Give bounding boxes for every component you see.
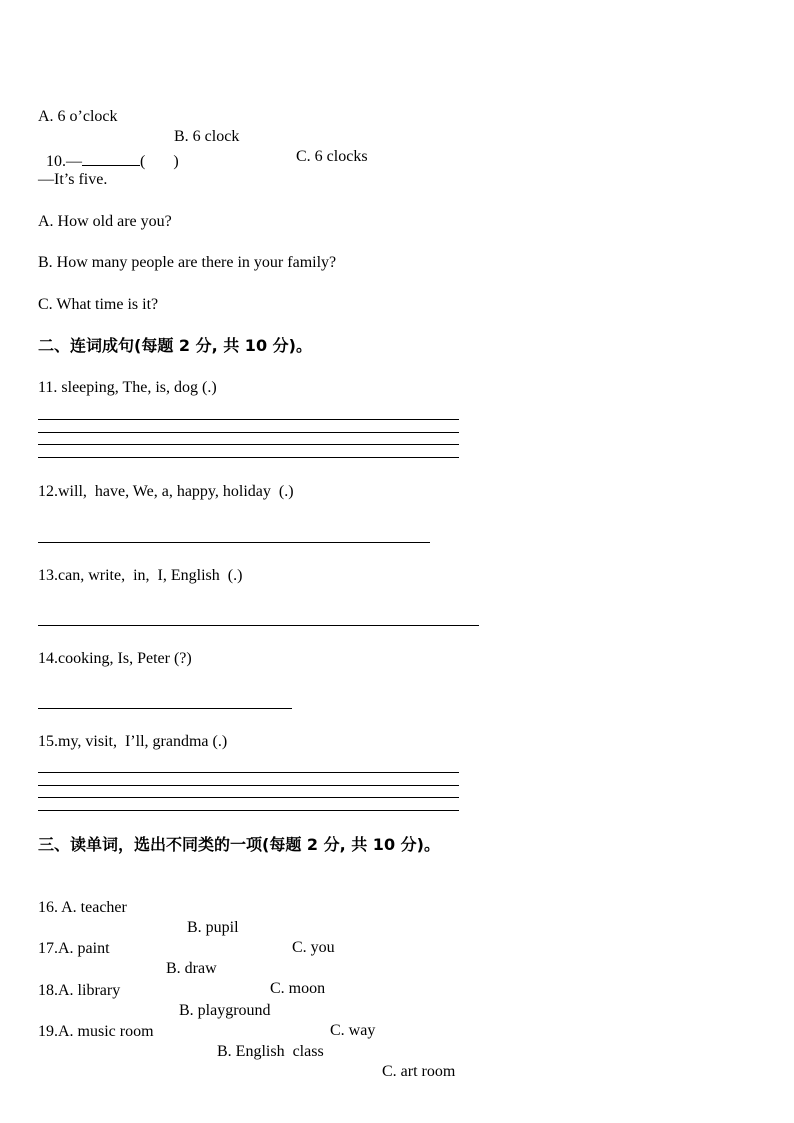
q11-answer-line-4[interactable] — [38, 457, 459, 458]
q10-answer: —It’s five. — [38, 171, 108, 188]
q10-option-c: C. What time is it? — [38, 296, 159, 313]
q17-option-c: C. moon — [270, 980, 326, 997]
q15-answer-line-3[interactable] — [38, 797, 459, 798]
q10-paren-close: ) — [173, 153, 179, 170]
q9-option-a: A. 6 o’clock — [38, 108, 118, 125]
q9-option-b: B. 6 clock — [174, 128, 240, 145]
q12-prompt: 12.will, have, We, a, happy, holiday (.) — [38, 483, 294, 500]
section3-heading: 三、读单词，选出不同类的一项(每题 2 分, 共 10 分)。 — [38, 835, 440, 854]
q15-answer-line-4[interactable] — [38, 810, 459, 811]
q16-option-c: C. you — [292, 939, 335, 956]
q11-answer-line-1[interactable] — [38, 419, 459, 420]
q15-answer-line-2[interactable] — [38, 785, 459, 786]
q11-answer-line-3[interactable] — [38, 444, 459, 445]
q10-number: 10. — [46, 153, 66, 170]
q10-option-b: B. How many people are there in your family? — [38, 254, 337, 271]
q19-option-a: 19.A. music room — [38, 1023, 154, 1040]
q15-answer-line-1[interactable] — [38, 772, 459, 773]
q16-option-b: B. pupil — [187, 919, 239, 936]
q19-option-b: B. English class — [217, 1043, 324, 1060]
q18-option-b: B. playground — [179, 1002, 271, 1019]
q13-answer-line[interactable] — [38, 625, 479, 626]
section2-heading: 二、连词成句(每题 2 分, 共 10 分)。 — [38, 336, 312, 355]
q15-prompt: 15.my, visit, I’ll, grandma (.) — [38, 733, 228, 750]
q14-prompt: 14.cooking, Is, Peter (?) — [38, 650, 192, 667]
q18-option-a: 18.A. library — [38, 982, 121, 999]
q19-option-c: C. art room — [382, 1063, 456, 1080]
q13-prompt: 13.can, write, in, I, English (.) — [38, 567, 243, 584]
q10-option-a: A. How old are you? — [38, 213, 172, 230]
q11-answer-line-2[interactable] — [38, 432, 459, 433]
q11-prompt: 11. sleeping, The, is, dog (.) — [38, 379, 217, 396]
q14-answer-line[interactable] — [38, 708, 292, 709]
q10-dash: — — [66, 153, 82, 170]
q16-option-a: 16. A. teacher — [38, 899, 127, 916]
q10-blank[interactable] — [82, 149, 140, 166]
q10-paren-open: ( — [140, 153, 146, 170]
q9-option-c: C. 6 clocks — [296, 148, 368, 165]
q17-option-b: B. draw — [166, 960, 217, 977]
q18-option-c: C. way — [330, 1022, 376, 1039]
q17-option-a: 17.A. paint — [38, 940, 110, 957]
q12-answer-line[interactable] — [38, 542, 430, 543]
q10-prompt — [38, 129, 179, 172]
